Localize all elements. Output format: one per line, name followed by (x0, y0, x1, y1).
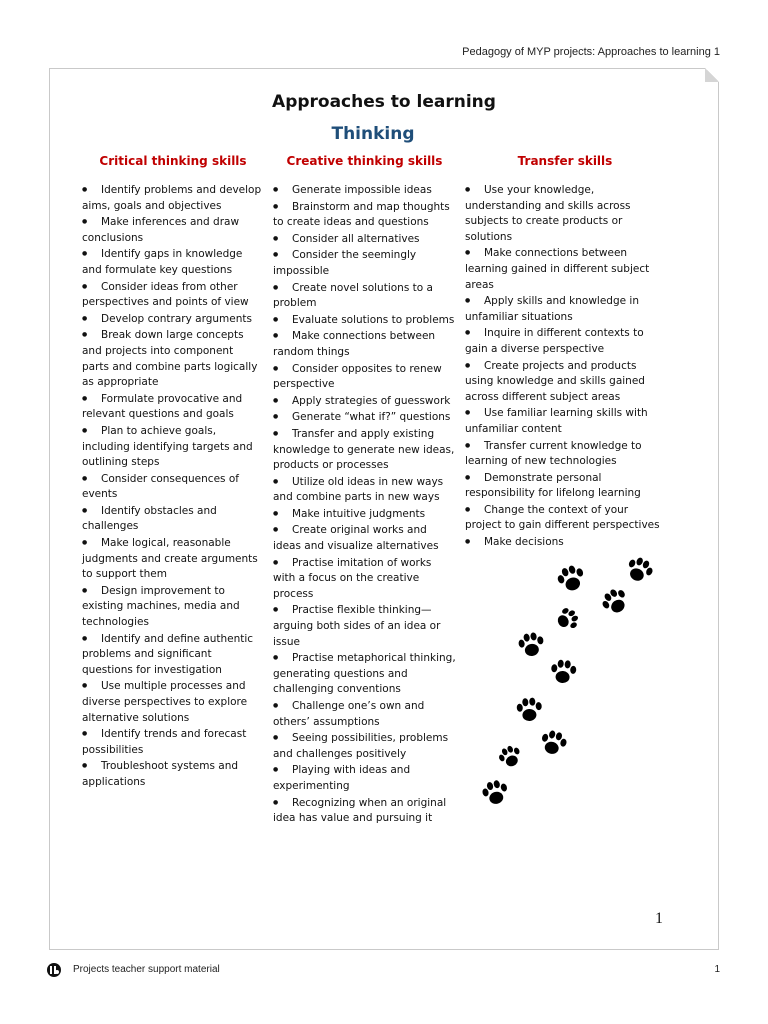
list-item: ● Practise imitation of works with a focus on the creative process (273, 555, 456, 603)
paw-print-icon (477, 775, 514, 812)
list-item: ● Evaluate solutions to problems (273, 312, 456, 329)
list-item: ● Transfer and apply existing knowledge to generate new ideas, products or processes (273, 426, 456, 474)
list-item: ● Consider opposites to renew perspective (273, 361, 456, 393)
list-item: ● Make intuitive judgments (273, 506, 456, 523)
list-item: ● Make inferences and draw conclusions (82, 214, 262, 246)
transfer-skills-column (465, 154, 665, 551)
list-item: ● Apply skills and knowledge in unfamiliar situations (465, 293, 665, 325)
list-item: ● Change the context of your project to gain different perspectives (465, 502, 665, 534)
list-item: ● Consider the seemingly impossible (273, 247, 456, 279)
skill-list (82, 182, 262, 791)
list-item: ● Create novel solutions to a problem (273, 280, 456, 312)
paw-print-icon (547, 656, 580, 689)
list-item: ● Identify and define authentic problems and significant questions for investigation (82, 631, 262, 679)
list-item: ● Identify trends and forecast possibilities (82, 726, 262, 758)
list-item: ● Consider ideas from other perspectives and points of view (82, 279, 262, 311)
list-item: ● Consider consequences of events (82, 471, 262, 503)
column-heading: Transfer skills (517, 154, 613, 168)
list-item: ● Utilize old ideas in new ways and combine parts in new ways (273, 474, 456, 506)
list-item: ● Seeing possibilities, problems and challenges positively (273, 730, 456, 762)
column-heading: Critical thinking skills (99, 154, 247, 168)
list-item: ● Develop contrary arguments (82, 311, 262, 328)
list-item: ● Identify problems and develop aims, goals and objectives (82, 182, 262, 214)
list-item: ● Break down large concepts and projects into component parts and combine parts logically as appropriate (82, 327, 262, 390)
list-item: ● Identify gaps in knowledge and formulate key questions (82, 246, 262, 278)
list-item: ● Demonstrate personal responsibility for lifelong learning (465, 470, 665, 502)
paw-print-icon (594, 581, 636, 623)
ib-logo-icon (46, 962, 62, 978)
list-item: ● Make logical, reasonable judgments and create arguments to support them (82, 535, 262, 583)
list-item: ● Brainstorm and map thoughts to create ideas and questions (273, 199, 456, 231)
list-item: ● Use multiple processes and diverse perspectives to explore alternative solutions (82, 678, 262, 726)
paw-print-icon (513, 694, 546, 727)
list-item: ● Challenge one’s own and others’ assumptions (273, 698, 456, 730)
list-item: ● Plan to achieve goals, including identifying targets and outlining steps (82, 423, 262, 471)
footer-text: Projects teacher support material (73, 964, 220, 975)
list-item: ● Playing with ideas and experimenting (273, 762, 456, 794)
paw-print-icon (514, 628, 549, 663)
skill-list (465, 182, 665, 551)
critical-thinking-column (82, 154, 262, 791)
list-item: ● Make connections between learning gained in different subject areas (465, 245, 665, 293)
list-item: ● Create original works and ideas and visualize alternatives (273, 522, 456, 554)
list-item: ● Make decisions (465, 534, 665, 551)
paw-print-icon (493, 740, 528, 775)
list-item: ● Consider all alternatives (273, 231, 456, 248)
footer-page-number: 1 (714, 964, 720, 975)
column-heading: Creative thinking skills (286, 154, 443, 168)
list-item: ● Use familiar learning skills with unfamiliar content (465, 405, 665, 437)
list-item: ● Transfer current knowledge to learning of new technologies (465, 438, 665, 470)
page-title: Approaches to learning (272, 92, 496, 112)
paw-print-icon (551, 559, 591, 599)
list-item: ● Inquire in different contexts to gain a diverse perspective (465, 325, 665, 357)
list-item: ● Make connections between random things (273, 328, 456, 360)
skill-list (273, 182, 456, 827)
paw-print-icon (619, 550, 659, 590)
running-header: Pedagogy of MYP projects: Approaches to learning 1 (462, 46, 720, 58)
list-item: ● Practise flexible thinking—arguing both sides of an idea or issue (273, 602, 456, 650)
list-item: ● Generate “what if?” questions (273, 409, 456, 426)
list-item: ● Formulate provocative and relevant questions and goals (82, 391, 262, 423)
list-item: ● Identify obstacles and challenges (82, 503, 262, 535)
list-item: ● Troubleshoot systems and applications (82, 758, 262, 790)
list-item: ● Apply strategies of guesswork (273, 393, 456, 410)
paw-prints-decoration (470, 550, 670, 820)
list-item: ● Use your knowledge, understanding and skills across subjects to create products or solutions (465, 182, 665, 245)
paw-print-icon (535, 725, 572, 762)
list-item: ● Design improvement to existing machines, media and technologies (82, 583, 262, 631)
list-item: ● Create projects and products using knowledge and skills gained across different subject areas (465, 358, 665, 406)
page-number: 1 (655, 910, 663, 927)
paw-print-icon (549, 601, 585, 637)
list-item: ● Generate impossible ideas (273, 182, 456, 199)
page-subtitle: Thinking (331, 124, 415, 144)
list-item: ● Practise metaphorical thinking, generating questions and challenging conventions (273, 650, 456, 698)
creative-thinking-column (273, 154, 456, 827)
list-item: ● Recognizing when an original idea has value and pursuing it (273, 795, 456, 827)
